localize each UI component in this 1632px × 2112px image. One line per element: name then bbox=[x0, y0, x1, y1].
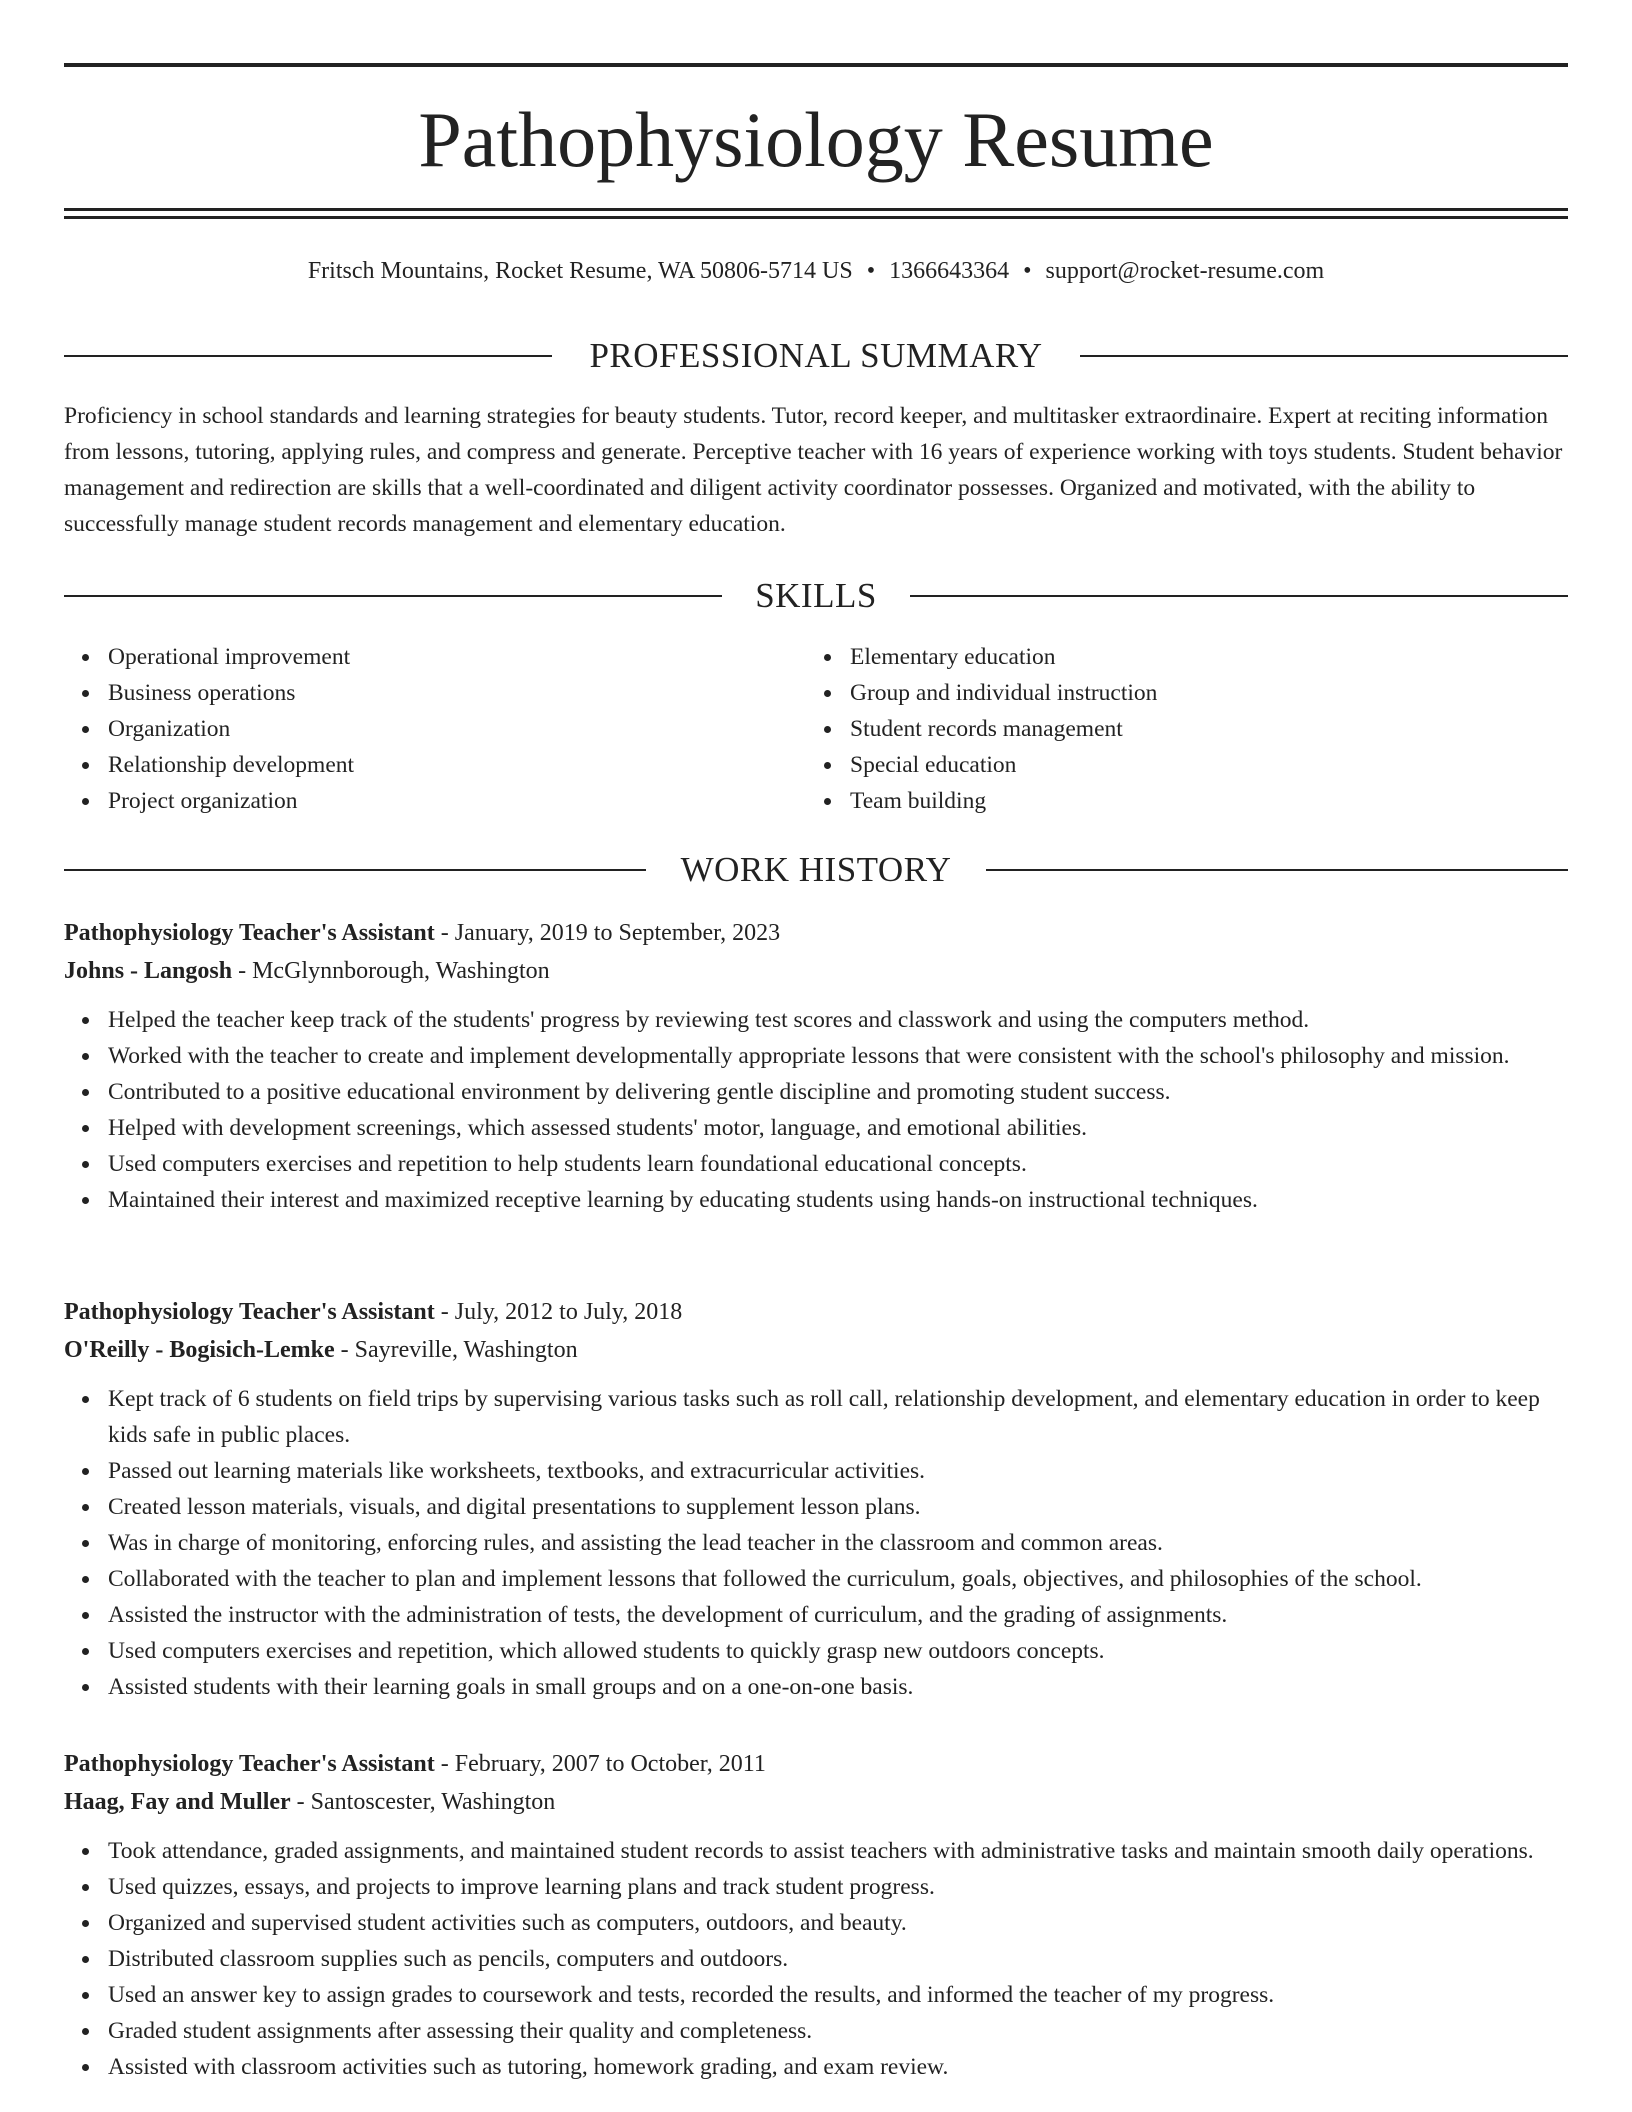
job-title: Pathophysiology Teacher's Assistant bbox=[64, 920, 435, 946]
header-double-rule-lower bbox=[64, 216, 1568, 219]
job-title-line bbox=[64, 914, 1568, 952]
summary-text: Proficiency in school standards and learning strategies for beauty students. Tutor, record keeper, and multitasker extraordinaire. Expert at reciting information from lessons, tutoring, applying rules, and compress and generate. Perceptive teacher with 16 years of experience working with toys students. Student behavior management and redirection are skills that a well-coordinated and diligent activity coordinator possesses. Organized and motivated, with the ability to successfully manage student records management and elementary education. bbox=[64, 403, 1563, 537]
contact-separator: • bbox=[866, 258, 876, 284]
contact-phone: 1366643364 bbox=[889, 258, 1010, 284]
skill-item: Relationship development bbox=[108, 747, 354, 783]
header-double-rule-upper bbox=[64, 208, 1568, 211]
work-history-heading bbox=[64, 848, 1568, 892]
job-dates: - February, 2007 to October, 2011 bbox=[434, 1751, 766, 1777]
job-entry bbox=[64, 914, 1568, 1218]
job-bullet: Helped with development screenings, which assessed students' motor, language, and emotional abilities. bbox=[108, 1110, 1568, 1146]
job-bullet: Collaborated with the teacher to plan and implement lessons that followed the curriculum, goals, objectives, and philosophies of the school. bbox=[108, 1561, 1568, 1597]
skill-item: Elementary education bbox=[850, 639, 1157, 675]
contact-line bbox=[64, 255, 1568, 287]
job-bullet: Contributed to a positive educational environment by delivering gentle discipline and promoting student success. bbox=[108, 1074, 1568, 1110]
job-bullets bbox=[64, 1381, 1568, 1705]
page-title: Pathophysiology Resume bbox=[418, 96, 1214, 183]
job-location: - Santoscester, Washington bbox=[290, 1789, 556, 1815]
job-bullet: Used an answer key to assign grades to coursework and tests, recorded the results, and informed the teacher of my progress. bbox=[108, 1977, 1568, 2013]
job-bullet: Assisted students with their learning goals in small groups and on a one-on-one basis. bbox=[108, 1669, 1568, 1705]
job-bullet: Used computers exercises and repetition to help students learn foundational educational concepts. bbox=[108, 1146, 1568, 1182]
skills-column-left bbox=[64, 639, 354, 819]
skill-item: Business operations bbox=[108, 675, 354, 711]
job-title: Pathophysiology Teacher's Assistant bbox=[64, 1751, 435, 1777]
job-bullet: Was in charge of monitoring, enforcing rules, and assisting the lead teacher in the classroom and common areas. bbox=[108, 1525, 1568, 1561]
job-dates: - January, 2019 to September, 2023 bbox=[434, 920, 781, 946]
job-company-line bbox=[64, 1783, 1568, 1821]
job-bullets bbox=[64, 1833, 1568, 2085]
job-bullet: Organized and supervised student activities such as computers, outdoors, and beauty. bbox=[108, 1905, 1568, 1941]
job-entry bbox=[64, 1745, 1568, 2085]
skill-item: Special education bbox=[850, 747, 1157, 783]
job-bullet: Worked with the teacher to create and implement developmentally appropriate lessons that were consistent with the school's philosophy and mission. bbox=[108, 1038, 1568, 1074]
job-bullet: Graded student assignments after assessing their quality and completeness. bbox=[108, 2013, 1568, 2049]
skills-column-right bbox=[806, 639, 1157, 819]
job-title-line bbox=[64, 1293, 1568, 1331]
job-bullet: Assisted the instructor with the administration of tests, the development of curriculum, and the grading of assignments. bbox=[108, 1597, 1568, 1633]
contact-separator: • bbox=[1023, 258, 1032, 284]
job-entry bbox=[64, 1293, 1568, 1705]
job-dates: - July, 2012 to July, 2018 bbox=[434, 1299, 683, 1325]
skill-item: Team building bbox=[850, 783, 1157, 819]
job-bullet: Distributed classroom supplies such as pencils, computers and outdoors. bbox=[108, 1941, 1568, 1977]
job-location: - McGlynnborough, Washington bbox=[232, 958, 550, 984]
job-bullet: Maintained their interest and maximized receptive learning by educating students using hands-on instructional techniques. bbox=[108, 1182, 1568, 1218]
job-company: Johns - Langosh bbox=[64, 958, 233, 984]
header-top-rule bbox=[64, 63, 1568, 67]
job-bullet: Passed out learning materials like worksheets, textbooks, and extracurricular activities. bbox=[108, 1453, 1568, 1489]
skill-item: Group and individual instruction bbox=[850, 675, 1157, 711]
job-company-line bbox=[64, 1331, 1568, 1369]
skill-item: Operational improvement bbox=[108, 639, 354, 675]
job-bullet: Used quizzes, essays, and projects to improve learning plans and track student progress. bbox=[108, 1869, 1568, 1905]
job-bullet: Used computers exercises and repetition, which allowed students to quickly grasp new outdoors concepts. bbox=[108, 1633, 1568, 1669]
summary-heading bbox=[64, 334, 1568, 378]
contact-email: support@rocket-resume.com bbox=[1045, 258, 1325, 284]
job-title: Pathophysiology Teacher's Assistant bbox=[64, 1299, 435, 1325]
work-history-heading-label: WORK HISTORY bbox=[649, 850, 984, 889]
contact-address: Fritsch Mountains, Rocket Resume, WA 50806-5714 US bbox=[307, 258, 853, 284]
job-bullet: Assisted with classroom activities such as tutoring, homework grading, and exam review. bbox=[108, 2049, 1568, 2085]
job-company: O'Reilly - Bogisich-Lemke bbox=[64, 1337, 335, 1363]
job-company-line bbox=[64, 952, 1568, 990]
skills-heading bbox=[64, 574, 1568, 618]
summary-heading-label: PROFESSIONAL SUMMARY bbox=[557, 336, 1074, 375]
skill-item: Organization bbox=[108, 711, 354, 747]
job-bullets bbox=[64, 1002, 1568, 1218]
job-bullet: Kept track of 6 students on field trips by supervising various tasks such as roll call, relationship development, and elementary education in order to keep kids safe in public places. bbox=[108, 1381, 1568, 1453]
job-bullet: Created lesson materials, visuals, and digital presentations to supplement lesson plans. bbox=[108, 1489, 1568, 1525]
job-company: Haag, Fay and Muller bbox=[64, 1789, 291, 1815]
skill-item: Student records management bbox=[850, 711, 1157, 747]
job-bullet: Took attendance, graded assignments, and maintained student records to assist teachers with administrative tasks and maintain smooth daily operations. bbox=[108, 1833, 1568, 1869]
job-location: - Sayreville, Washington bbox=[334, 1337, 578, 1363]
job-bullet: Helped the teacher keep track of the students' progress by reviewing test scores and classwork and using the computers method. bbox=[108, 1002, 1568, 1038]
skills-heading-label: SKILLS bbox=[723, 576, 909, 615]
job-title-line bbox=[64, 1745, 1568, 1783]
skill-item: Project organization bbox=[108, 783, 354, 819]
